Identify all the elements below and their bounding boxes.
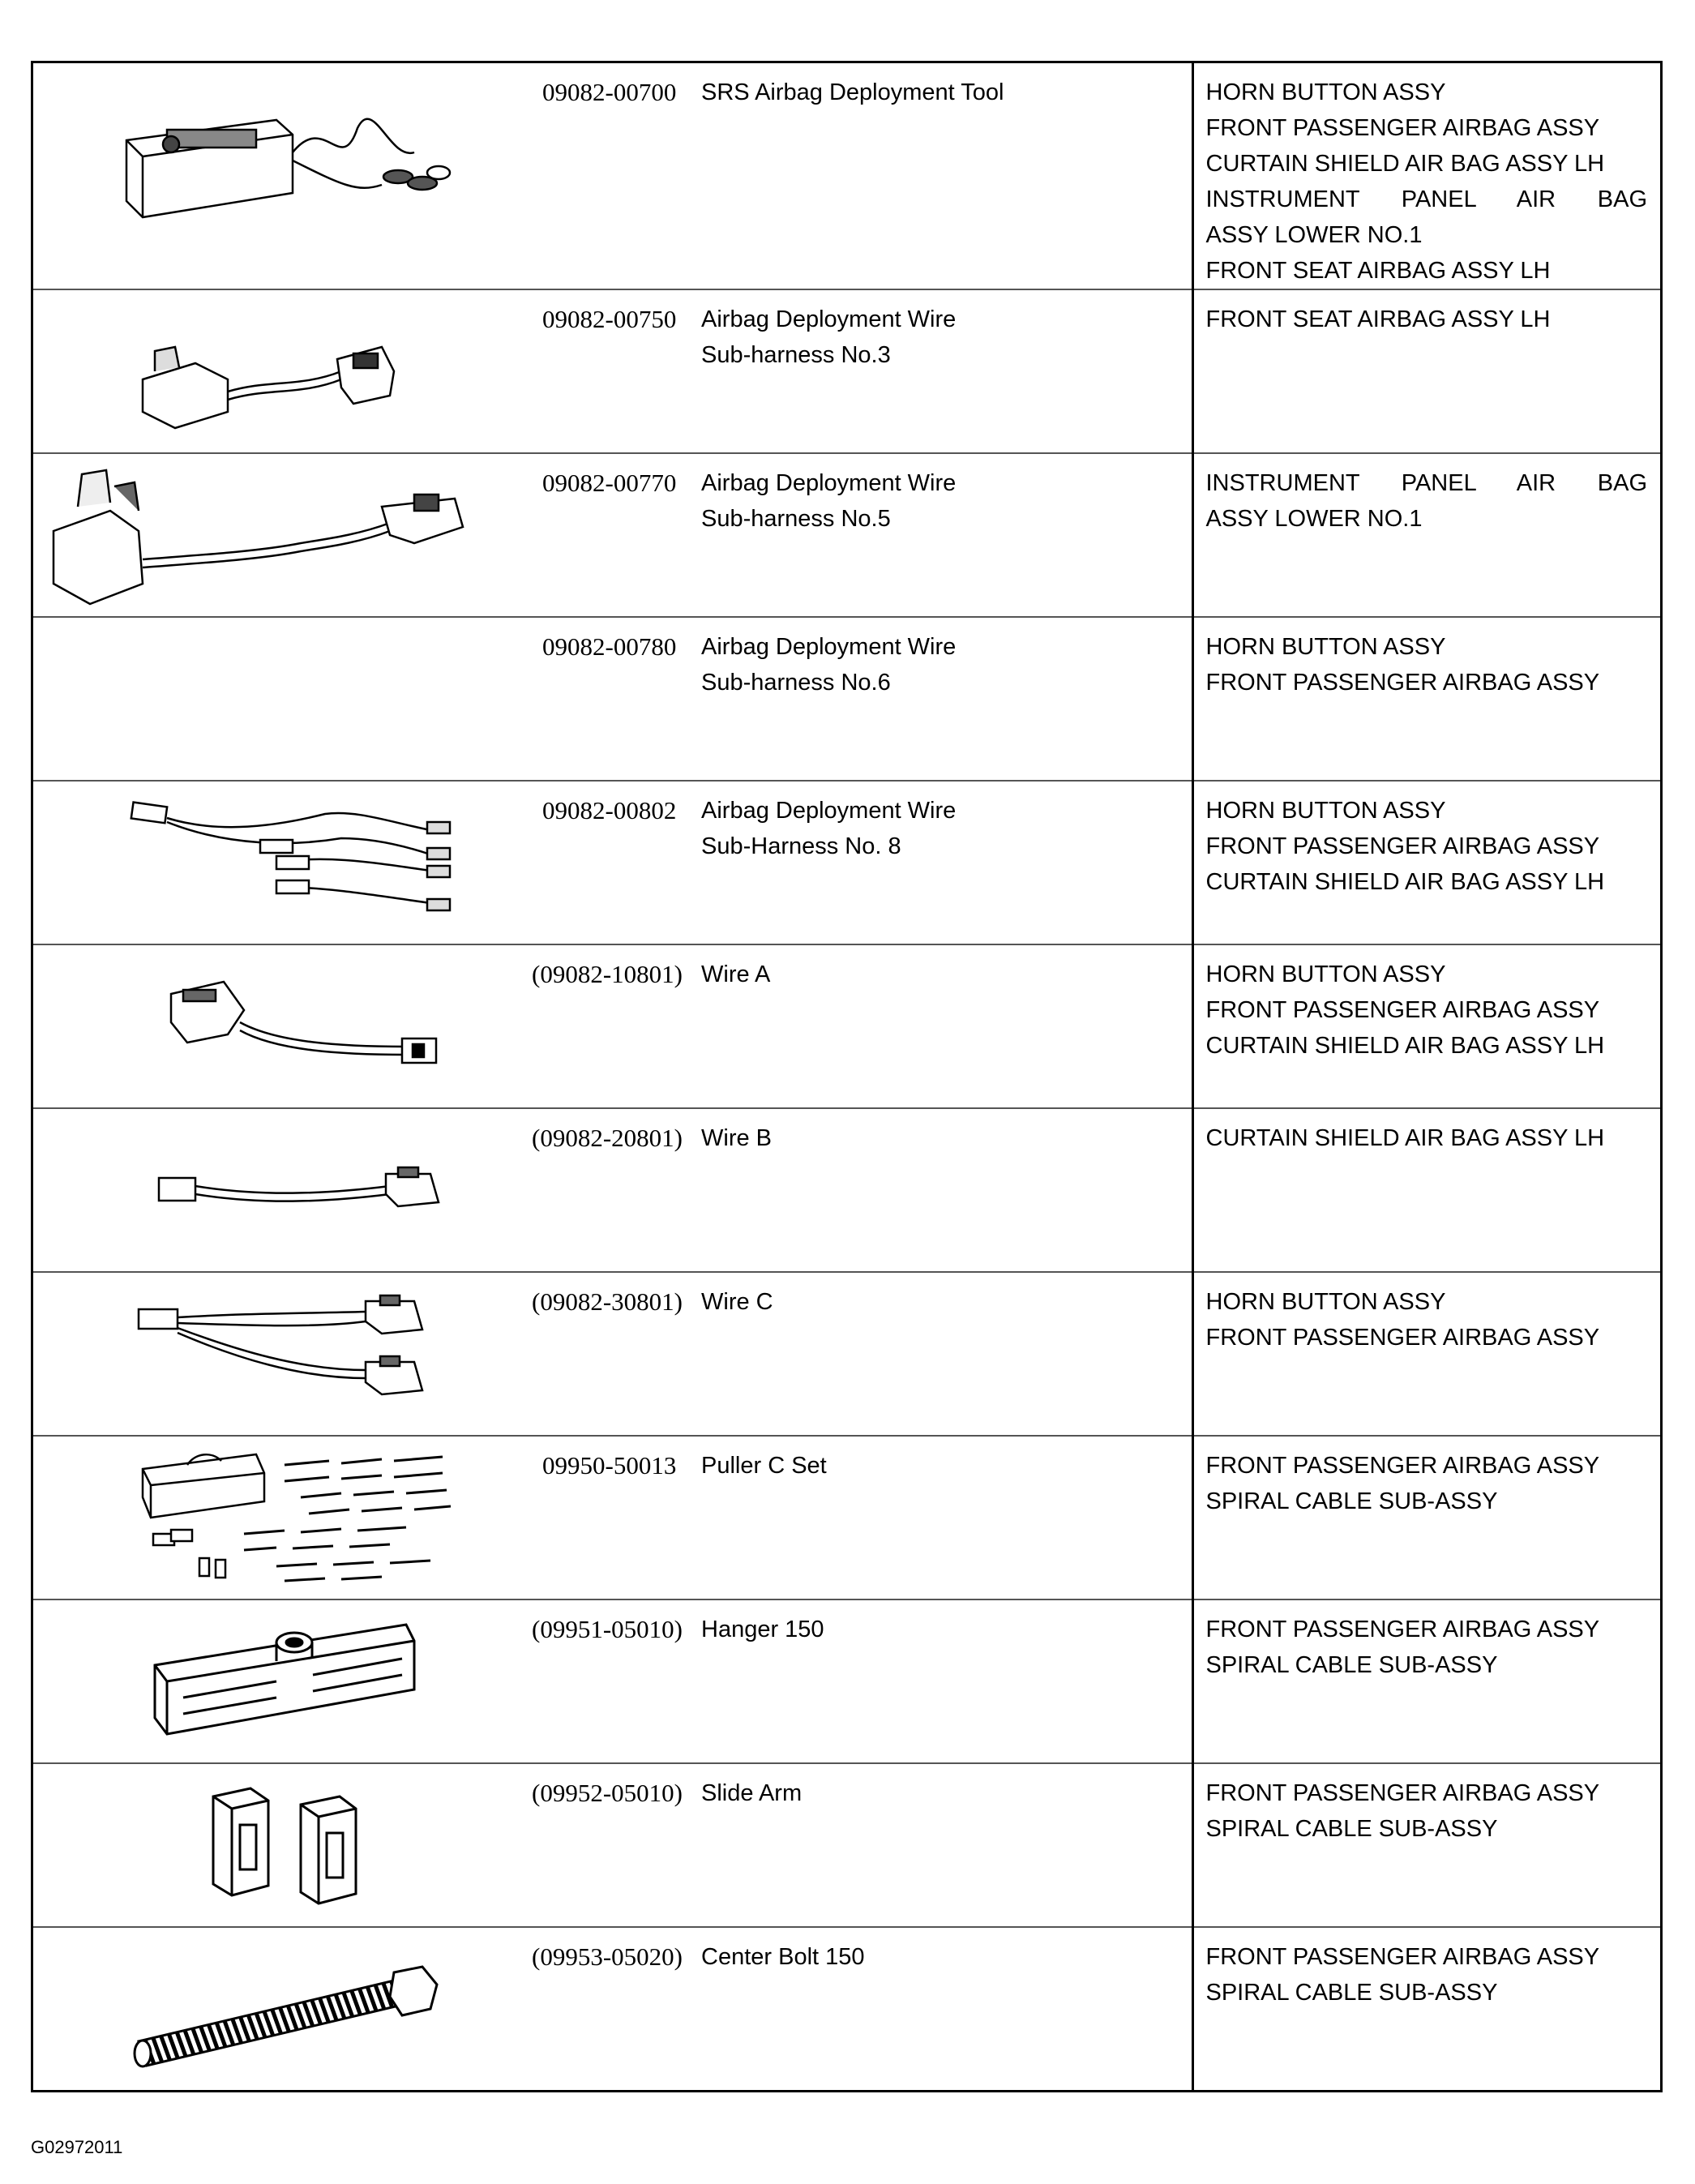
applicable-part: CURTAIN SHIELD AIR BAG ASSY LH [1205, 151, 1605, 177]
tool-name-line: SRS Airbag Deployment Tool [701, 79, 1004, 105]
tool-name [680, 1108, 1192, 1272]
part-number: 09950-50013 [495, 1436, 680, 1599]
tool-name-line: Sub-Harness No. 8 [701, 833, 901, 859]
applicable-parts [1192, 453, 1662, 617]
table-row [32, 1272, 1662, 1436]
part-number: (09951-05010) [495, 1599, 680, 1763]
tool-name [680, 62, 1192, 290]
applicable-part: FRONT PASSENGER AIRBAG ASSY [1205, 115, 1600, 141]
tool-name-line: Wire A [701, 961, 771, 987]
applicable-part: CURTAIN SHIELD AIR BAG ASSY LH [1205, 1125, 1605, 1151]
applicable-part: SPIRAL CABLE SUB-ASSY [1205, 1488, 1498, 1514]
tool-illustration [32, 1436, 496, 1599]
applicable-parts [1192, 62, 1662, 290]
applicable-parts [1192, 944, 1662, 1108]
applicable-part: ASSY LOWER NO.1 [1205, 506, 1423, 532]
applicable-part: SPIRAL CABLE SUB-ASSY [1205, 1816, 1498, 1842]
tool-name-line: Airbag Deployment Wire [701, 470, 957, 496]
tool-name-line: Puller C Set [701, 1453, 827, 1479]
applicable-part: FRONT PASSENGER AIRBAG ASSY [1205, 1780, 1600, 1806]
tool-name-line: Wire C [701, 1289, 773, 1315]
figure-id: G02972011 [31, 2137, 123, 2157]
sub-harness-no5-drawing [33, 454, 495, 618]
table-row [32, 1927, 1662, 2091]
table-row [32, 781, 1662, 944]
tool-name [680, 944, 1192, 1108]
part-number: (09082-30801) [495, 1272, 680, 1436]
tool-name [680, 289, 1192, 453]
tool-name-line: Airbag Deployment Wire [701, 634, 957, 660]
tool-name-line: Airbag Deployment Wire [701, 798, 957, 824]
part-number: 09082-00750 [495, 289, 680, 453]
tool-name-line: Wire B [701, 1125, 772, 1151]
srs-deployment-tool-drawing [33, 63, 495, 288]
wire-b-drawing [33, 1109, 495, 1273]
table-row [32, 289, 1662, 453]
applicable-part: FRONT PASSENGER AIRBAG ASSY [1205, 833, 1600, 859]
applicable-parts [1192, 289, 1662, 453]
tool-illustration [32, 1272, 496, 1436]
table-row [32, 453, 1662, 617]
tool-name [680, 1436, 1192, 1599]
puller-c-set-drawing [33, 1437, 495, 1600]
applicable-part: HORN BUTTON ASSY [1205, 634, 1446, 660]
applicable-part: FRONT PASSENGER AIRBAG ASSY [1205, 1453, 1600, 1479]
tool-illustration [32, 1763, 496, 1927]
table-row [32, 617, 1662, 781]
tool-name-line: Sub-harness No.5 [701, 506, 891, 532]
tool-illustration [32, 453, 496, 617]
applicable-parts [1192, 1436, 1662, 1599]
part-number: 09082-00780 [495, 617, 680, 781]
wire-c-drawing [33, 1273, 495, 1437]
applicable-part: ASSY LOWER NO.1 [1205, 222, 1423, 248]
applicable-part: HORN BUTTON ASSY [1205, 961, 1446, 987]
applicable-part: CURTAIN SHIELD AIR BAG ASSY LH [1205, 869, 1605, 895]
tool-illustration [32, 781, 496, 944]
applicable-parts [1192, 617, 1662, 781]
applicable-part: SPIRAL CABLE SUB-ASSY [1205, 1652, 1498, 1678]
part-number: (09082-20801) [495, 1108, 680, 1272]
hanger-150-drawing [33, 1600, 495, 1764]
tool-name [680, 1272, 1192, 1436]
tool-name [680, 1599, 1192, 1763]
applicable-part: HORN BUTTON ASSY [1205, 79, 1446, 105]
tool-name [680, 1763, 1192, 1927]
applicable-parts [1192, 1108, 1662, 1272]
applicable-parts [1192, 1599, 1662, 1763]
center-bolt-150-drawing [33, 1928, 495, 2092]
applicable-part: FRONT PASSENGER AIRBAG ASSY [1205, 997, 1600, 1023]
applicable-part: SPIRAL CABLE SUB-ASSY [1205, 1980, 1498, 2006]
applicable-parts [1192, 1927, 1662, 2091]
table-row [32, 944, 1662, 1108]
tool-illustration [32, 289, 496, 453]
table-row [32, 62, 1662, 290]
applicable-part: FRONT PASSENGER AIRBAG ASSY [1205, 670, 1600, 696]
tool-illustration [32, 1599, 496, 1763]
tool-illustration [32, 1927, 496, 2091]
applicable-part: FRONT SEAT AIRBAG ASSY LH [1205, 306, 1551, 332]
part-number: 09082-00802 [495, 781, 680, 944]
tool-name-line: Slide Arm [701, 1780, 803, 1806]
applicable-part: CURTAIN SHIELD AIR BAG ASSY LH [1205, 1033, 1605, 1059]
applicable-part: HORN BUTTON ASSY [1205, 1289, 1446, 1315]
tool-name [680, 1927, 1192, 2091]
applicable-part: FRONT PASSENGER AIRBAG ASSY [1205, 1944, 1600, 1970]
tool-name-line: Sub-harness No.6 [701, 670, 891, 696]
special-tools-table [31, 61, 1663, 2092]
part-number: (09082-10801) [495, 944, 680, 1108]
tool-name-line: Hanger 150 [701, 1617, 824, 1642]
applicable-part: INSTRUMENT PANEL AIR BAG [1205, 186, 1647, 212]
sub-harness-no8-drawing [33, 782, 495, 945]
tool-illustration [32, 944, 496, 1108]
applicable-part: HORN BUTTON ASSY [1205, 798, 1446, 824]
tool-illustration-empty [32, 617, 496, 781]
tool-name [680, 617, 1192, 781]
tool-illustration [32, 62, 496, 290]
slide-arm-drawing [33, 1764, 495, 1928]
applicable-part: FRONT PASSENGER AIRBAG ASSY [1205, 1325, 1600, 1351]
table-row [32, 1599, 1662, 1763]
tool-name [680, 781, 1192, 944]
applicable-part: INSTRUMENT PANEL AIR BAG [1205, 470, 1647, 496]
tool-name-line: Center Bolt 150 [701, 1944, 865, 1970]
part-number: (09952-05010) [495, 1763, 680, 1927]
tool-name-line: Sub-harness No.3 [701, 342, 891, 368]
applicable-parts [1192, 781, 1662, 944]
tool-illustration [32, 1108, 496, 1272]
wire-a-drawing [33, 945, 495, 1109]
part-number: 09082-00700 [495, 62, 680, 290]
part-number: (09953-05020) [495, 1927, 680, 2091]
applicable-parts [1192, 1763, 1662, 1927]
part-number: 09082-00770 [495, 453, 680, 617]
table-row [32, 1108, 1662, 1272]
applicable-parts [1192, 1272, 1662, 1436]
applicable-part: FRONT SEAT AIRBAG ASSY LH [1205, 258, 1551, 284]
tool-name-line: Airbag Deployment Wire [701, 306, 957, 332]
table-row [32, 1436, 1662, 1599]
tool-name [680, 453, 1192, 617]
sub-harness-no3-drawing [33, 290, 495, 454]
applicable-part: FRONT PASSENGER AIRBAG ASSY [1205, 1617, 1600, 1642]
table-row [32, 1763, 1662, 1927]
